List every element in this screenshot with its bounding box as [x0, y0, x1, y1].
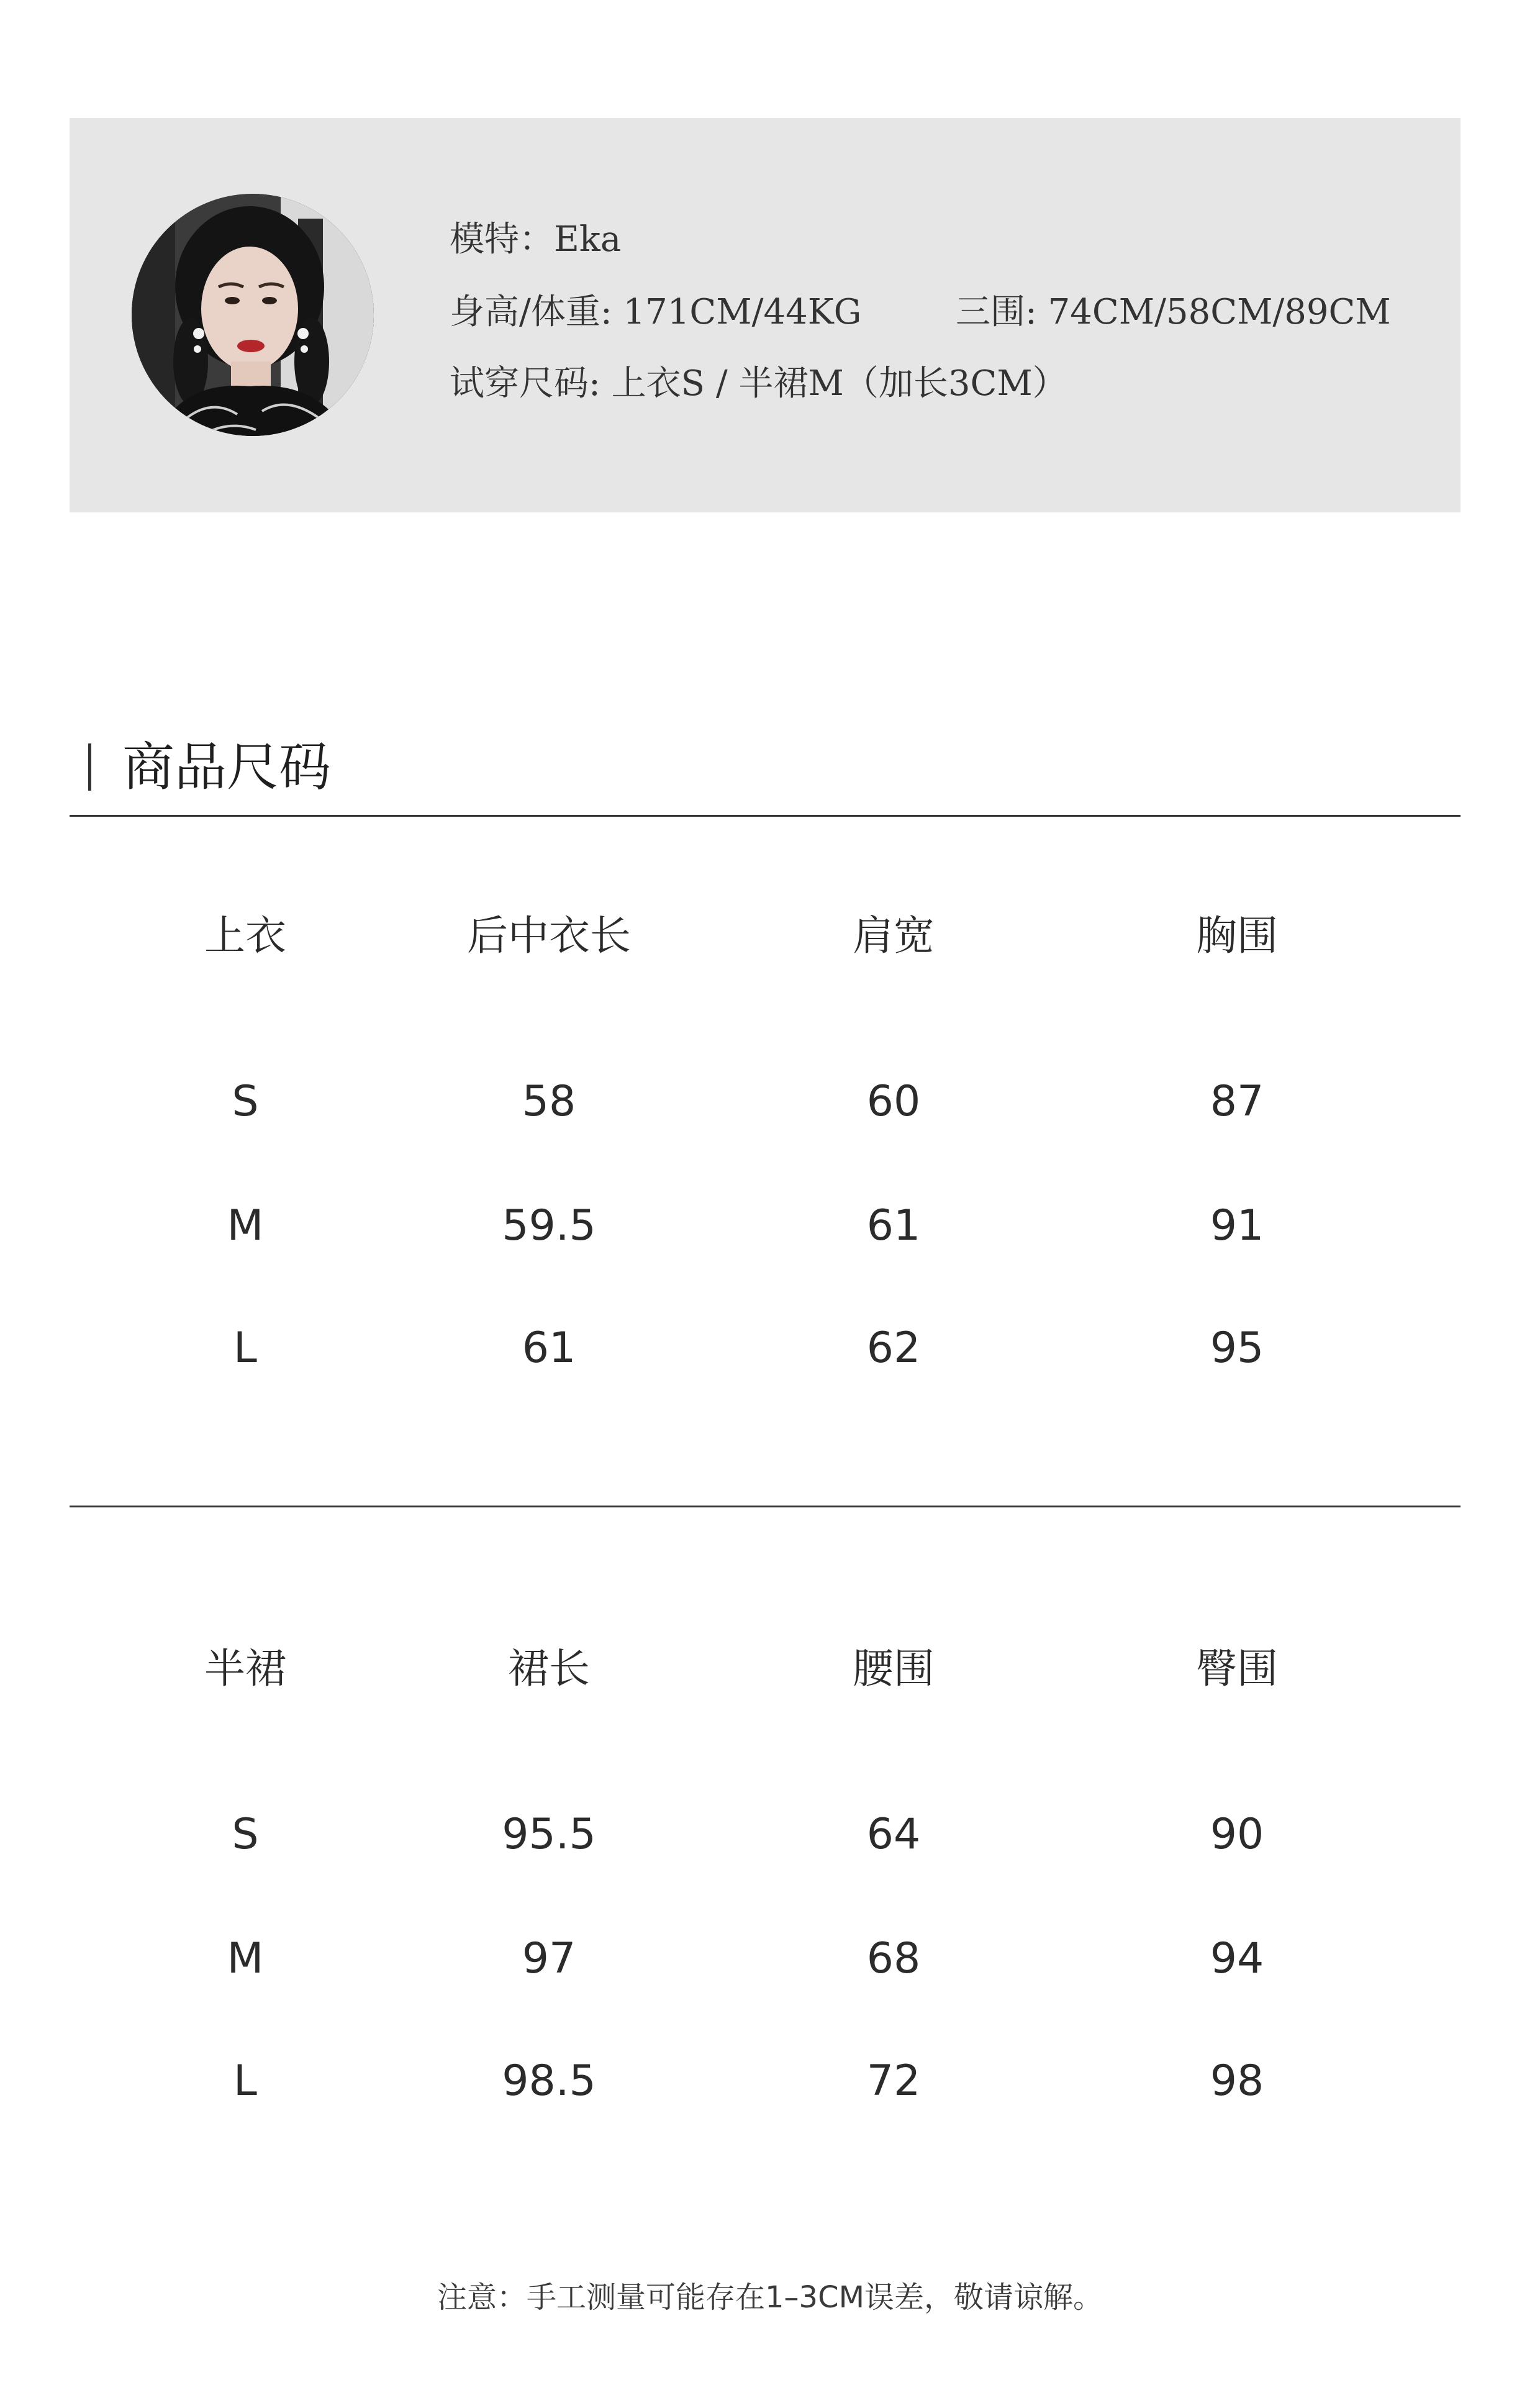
table-cell: 59.5: [502, 1201, 596, 1250]
table-cell: 61: [866, 1201, 921, 1250]
model-name: 模特：Eka: [450, 219, 622, 260]
section-header: [70, 724, 1461, 817]
table-header-cell: 半裙: [204, 1645, 286, 1692]
table-cell: 95: [1210, 1324, 1264, 1373]
table-cell: M: [227, 1934, 264, 1983]
table-cell: 72: [866, 2056, 921, 2106]
table-cell: 60: [866, 1077, 921, 1126]
table-header-cell: 腰围: [853, 1645, 935, 1692]
table-header-cell: 后中衣长: [467, 912, 631, 960]
model-tried-size: 试穿尺码: 上衣S / 半裙M（加长3CM）: [450, 363, 1067, 404]
table-cell: 68: [866, 1934, 921, 1983]
table-cell: 98: [1210, 2056, 1264, 2106]
table-header-cell: 肩宽: [853, 912, 935, 960]
table-cell: 87: [1210, 1077, 1264, 1126]
table-cell: 64: [866, 1810, 921, 1859]
table-cell: 58: [522, 1077, 576, 1126]
divider: [70, 815, 1461, 817]
table-cell: 62: [866, 1324, 921, 1373]
table-cell: 98.5: [502, 2056, 596, 2106]
model-height-weight: 身高/体重: 171CM/44KG: [450, 292, 862, 332]
table-cell: S: [232, 1810, 259, 1859]
table-header-cell: 裙长: [508, 1645, 590, 1692]
table-header-cell: 臀围: [1196, 1645, 1278, 1692]
table-cell: 91: [1210, 1201, 1264, 1250]
table-header-cell: 胸围: [1196, 912, 1278, 960]
title-accent-bar: [88, 743, 91, 791]
table-cell: 90: [1210, 1810, 1264, 1859]
model-avatar: [132, 194, 374, 436]
model-measurements: 三围: 74CM/58CM/89CM: [956, 292, 1391, 332]
divider: [70, 1506, 1461, 1507]
table-cell: S: [232, 1077, 259, 1126]
table-cell: 97: [522, 1934, 576, 1983]
model-info-text: [450, 118, 1443, 512]
model-portrait-image: [132, 194, 374, 436]
table-cell: L: [233, 1324, 257, 1373]
model-info-card: [70, 118, 1461, 512]
table-cell: 95.5: [502, 1810, 596, 1859]
table-header-cell: 上衣: [204, 912, 286, 960]
section-title: 商品尺码: [122, 737, 332, 797]
table-cell: L: [233, 2056, 257, 2106]
table-cell: M: [227, 1201, 264, 1250]
table-cell: 94: [1210, 1934, 1264, 1983]
measurement-note: 注意：手工测量可能存在1–3CM误差，敬请谅解。: [437, 2280, 1103, 2315]
table-cell: 61: [522, 1324, 576, 1373]
